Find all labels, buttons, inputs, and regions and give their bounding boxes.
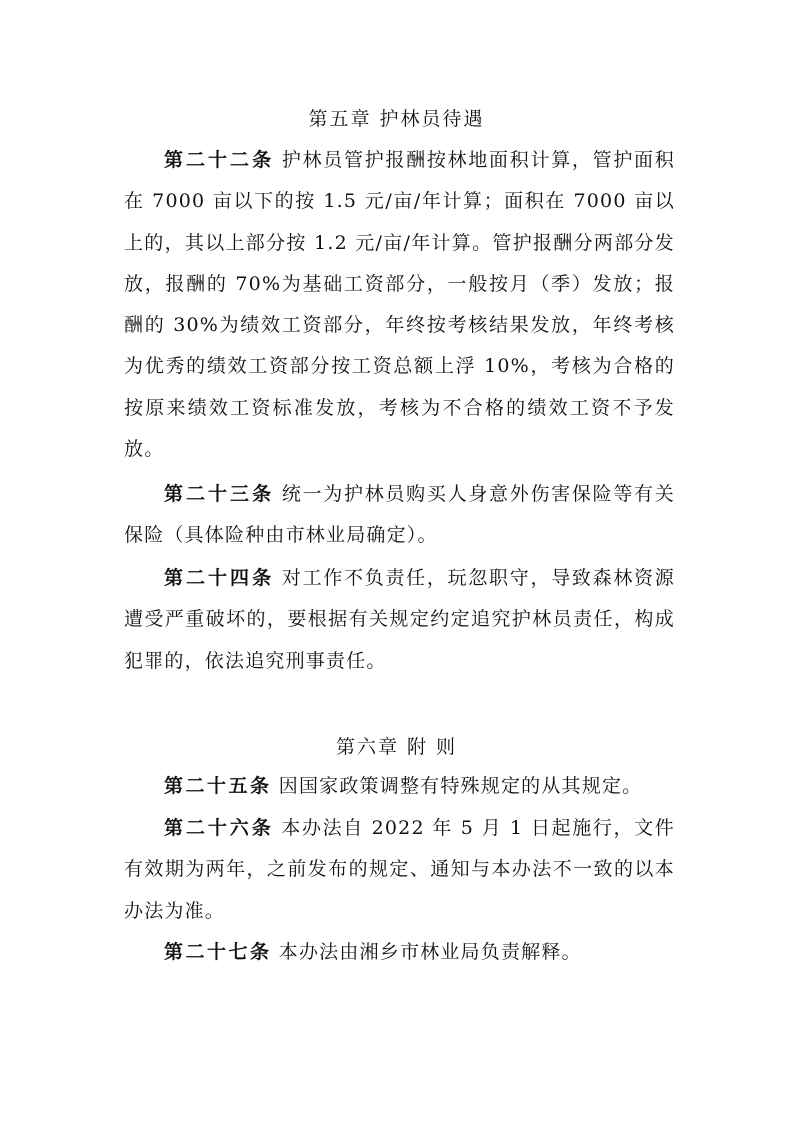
- article-26: [124, 808, 675, 932]
- article-25: [124, 766, 675, 807]
- chapter-6-title: 第六章 附 则: [335, 736, 458, 758]
- article-24-label: 第二十四条: [164, 567, 275, 589]
- article-24: [124, 558, 675, 682]
- article-27: [124, 932, 675, 973]
- article-27-text: 本办法由湘乡市林业局负责解释。: [271, 941, 582, 963]
- article-26-text: 本办法自 2022 年 5 月 1 日起施行，文件有效期为两年，之前发布的规定、通知与本办法不一致的以本办法为准。: [124, 817, 675, 922]
- article-22-text: 护林员管护报酬按林地面积计算，管护面积在 7000 亩以下的按 1.5 元/亩/年计算；面积在 7000 亩以上的，其以上部分按 1.2 元/亩/年计算。管护报酬分两部分发放，报酬的 70%为基础工资部分，一般按月（季）发放；报酬的 30%为绩效工资部分，年终按考核结果发放，年终考核为优秀的绩效工资部分按工资总额上浮 10%，考核为合格的按原来绩效工资标准发放，考核为不合格的绩效工资不予发放。: [124, 149, 675, 461]
- chapter-5-title: 第五章 护林员待遇: [308, 108, 485, 130]
- article-22-label: 第二十二条: [164, 149, 275, 171]
- article-23-label: 第二十三条: [164, 483, 275, 505]
- article-24-text: 对工作不负责任，玩忽职守，导致森林资源遭受严重破坏的，要根据有关规定约定追究护林员责任，构成犯罪的，依法追究刑事责任。: [124, 567, 675, 672]
- article-26-label: 第二十六条: [164, 817, 274, 839]
- article-23: [124, 474, 675, 557]
- article-25-text: 因国家政策调整有特殊规定的从其规定。: [271, 775, 643, 797]
- article-22: [124, 140, 675, 470]
- article-27-label: 第二十七条: [164, 941, 272, 963]
- article-23-text: 统一为护林员购买人身意外伤害保险等有关保险（具体险种由市林业局确定）。: [124, 483, 675, 547]
- article-25-label: 第二十五条: [164, 775, 272, 797]
